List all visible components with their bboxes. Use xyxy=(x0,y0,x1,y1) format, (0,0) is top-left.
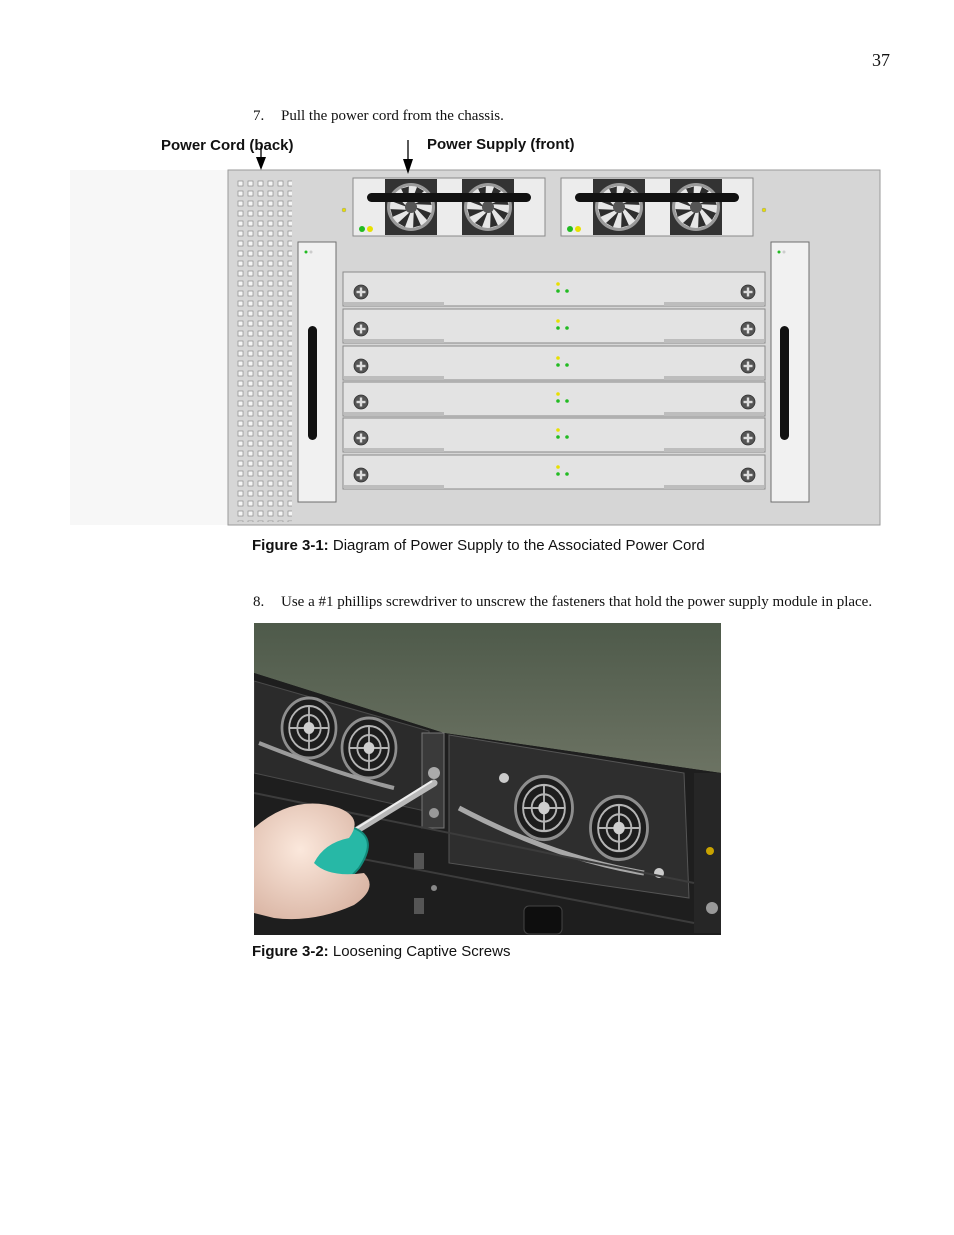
led-icon xyxy=(567,226,573,232)
card-slot xyxy=(343,346,765,380)
card-slot xyxy=(343,418,765,452)
card-slot xyxy=(343,272,765,306)
caption-text: Diagram of Power Supply to the Associated Power Cord xyxy=(332,537,705,554)
power-supply-right xyxy=(561,178,753,236)
psu-handle xyxy=(367,193,531,202)
callout-power-cord: Power Cord (back) xyxy=(161,137,294,154)
power-supply-left xyxy=(353,178,545,236)
card-bays xyxy=(343,272,765,489)
side-module-right xyxy=(771,242,809,502)
step-text: Use a #1 phillips screwdriver to unscrew the fasteners that hold the power supply module in place. xyxy=(281,594,873,610)
caption-text: Loosening Captive Screws xyxy=(332,943,511,960)
psu-handle xyxy=(575,193,739,202)
caption-label: Figure 3-2: xyxy=(252,943,329,960)
step-text: Pull the power cord from the chassis. xyxy=(281,108,504,124)
fan-icon xyxy=(593,179,645,235)
fan-icon xyxy=(670,179,722,235)
led-icon xyxy=(367,226,373,232)
step-8 xyxy=(253,594,872,611)
callout-power-supply: Power Supply (front) xyxy=(427,136,575,153)
arrow-down-icon xyxy=(403,140,413,174)
step-number: 7. xyxy=(253,108,265,124)
caption-label: Figure 3-1: xyxy=(252,537,329,554)
card-slot xyxy=(343,382,765,416)
card-slot xyxy=(343,455,765,489)
vent-grid xyxy=(237,180,292,522)
figure-3-1-caption xyxy=(252,537,705,554)
led-icon xyxy=(575,226,581,232)
page-number: 37 xyxy=(872,50,890,70)
arrow-down-icon xyxy=(256,146,266,170)
led-icon xyxy=(359,226,365,232)
fan-icon xyxy=(462,179,514,235)
fan-icon xyxy=(516,777,573,840)
side-module-left xyxy=(298,242,336,502)
power-supply-diagram xyxy=(0,0,954,540)
fan-icon xyxy=(282,698,336,758)
step-number: 8. xyxy=(253,594,265,610)
fan-icon xyxy=(385,179,437,235)
card-slot xyxy=(343,309,765,343)
fan-icon xyxy=(342,718,396,778)
fan-icon xyxy=(591,797,648,860)
captive-screw-photo xyxy=(254,623,721,935)
figure-3-2-caption xyxy=(252,943,510,960)
